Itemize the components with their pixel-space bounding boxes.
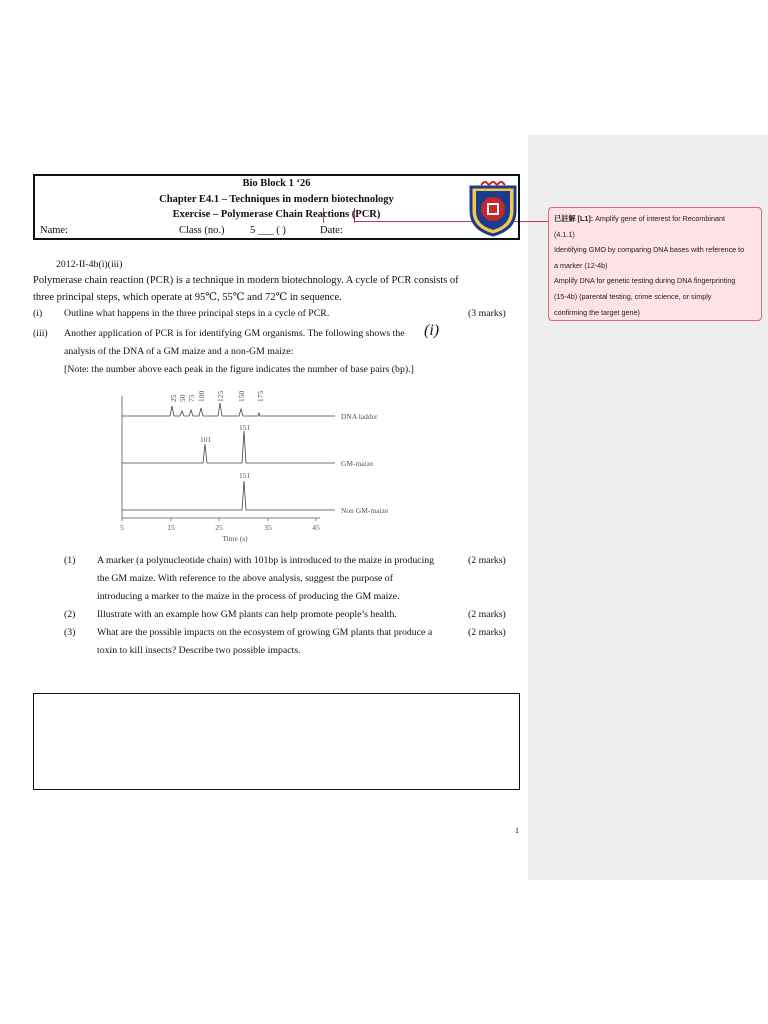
sub1-number: (1) (64, 555, 76, 566)
ladder-label-75: 75 (187, 394, 196, 402)
header-title: Bio Block 1 ‘26 (242, 178, 311, 189)
sub2-number: (2) (64, 609, 76, 620)
page-number: 1 (515, 826, 519, 835)
part-iii-number: (iii) (33, 328, 48, 339)
ladder-label-150: 150 (237, 390, 246, 402)
sub3-marks: (2 marks) (468, 627, 506, 638)
x-tick-label: 25 (215, 523, 223, 532)
comment-balloon[interactable] (548, 207, 762, 321)
x-tick-label: 15 (167, 523, 175, 532)
sub3-number: (3) (64, 627, 76, 638)
non-gm-maize-trace (122, 481, 335, 510)
class-label: Class (no.) (179, 225, 225, 236)
ladder-label-175: 175 (256, 390, 265, 402)
gm-peak-label-101: 101 (200, 435, 212, 444)
part-iii-text-line-1: Another application of PCR is for identifying GM organisms. The following shows the (64, 328, 405, 339)
question-reference: 2012-II-4b(i)(iii) (56, 259, 123, 270)
comment-text-line: (15-4b) (parental testing, crime science, or simply (554, 291, 712, 301)
comment-text-line: Amplify gene of interest for Recombinant (595, 214, 725, 223)
handwritten-annotation: (i) (424, 322, 440, 339)
part-iii-text-line-2: analysis of the DNA of a GM maize and a non-GM maize: (64, 346, 294, 357)
pcr-electropherogram-figure (110, 388, 410, 550)
question-intro-line-1: Polymerase chain reaction (PCR) is a technique in modern biotechnology. A cycle of PCR consists of (33, 275, 459, 286)
sub1-marks: (2 marks) (468, 555, 506, 566)
date-label: Date: (320, 225, 343, 236)
class-value: 5 ___ ( ) (250, 225, 286, 236)
comment-text-line: (4.1.1) (554, 229, 575, 239)
comment-text-line: a marker (12-4b) (554, 260, 608, 270)
nongm-peak-label-151: 151 (239, 471, 251, 480)
sub1-text-line-3: introducing a marker to the maize in the process of producing the GM maize. (97, 591, 400, 602)
comment-text-line: Identifying GMO by comparing DNA bases with reference to (554, 245, 745, 255)
x-tick-label: 45 (312, 523, 320, 532)
ladder-label-125: 125 (216, 390, 225, 402)
ladder-label-100: 100 (197, 390, 206, 402)
trace-label-gm-maize: GM-maize (341, 459, 374, 468)
dna-ladder-trace (122, 403, 335, 416)
x-axis-label: Time (s) (222, 534, 248, 543)
part-iii-note: [Note: the number above each peak in the figure indicates the number of base pairs (bp).] (64, 364, 414, 375)
comment-text-line: Amplify DNA for genetic testing during DNA fingerprinting (554, 276, 736, 286)
sub1-text-line-1: A marker (a polynucleotide chain) with 101bp is introduced to the maize in producing (97, 555, 435, 566)
answer-box[interactable] (33, 693, 520, 790)
header-exercise-text: Exercise – Polymerase Chain Reactions (172, 209, 352, 220)
comment-text-line: confirming the target gene) (554, 307, 640, 317)
part-i-text: Outline what happens in the three principal steps in a cycle of PCR. (64, 308, 330, 319)
ladder-label-25: 25 (169, 394, 178, 402)
trace-label-non-gm-maize: Non GM-maize (341, 506, 389, 515)
part-i-number: (i) (33, 308, 43, 319)
sub3-text-line-2: toxin to kill insects? Describe two possible impacts. (97, 645, 301, 656)
comment-author: 已註解 [L1]: (554, 214, 594, 223)
school-crest-icon (467, 181, 519, 237)
header-chapter: Chapter E4.1 – Techniques in modern biotechnology (159, 194, 394, 205)
gm-maize-trace (122, 431, 335, 463)
sub2-marks: (2 marks) (468, 609, 506, 620)
x-tick-label: 35 (264, 523, 272, 532)
ladder-label-50: 50 (178, 394, 187, 402)
trace-label-dna-ladder: DNA ladder (341, 412, 378, 421)
part-i-marks: (3 marks) (468, 308, 506, 319)
x-tick-label: 5 (120, 523, 124, 532)
sub1-text-line-2: the GM maize. With reference to the above analysis, suggest the purpose of (97, 573, 393, 584)
sub2-text-line-1: Illustrate with an example how GM plants can help promote people’s health. (97, 609, 397, 620)
name-label: Name: (40, 225, 68, 236)
sub3-text-line-1: What are the possible impacts on the ecosystem of growing GM plants that produce a (97, 627, 433, 638)
header-exercise-highlight: (PCR) (351, 209, 381, 220)
worksheet-header (33, 174, 520, 240)
gm-peak-label-151: 151 (239, 423, 251, 432)
header-exercise (35, 209, 518, 220)
question-intro-line-2: three principal steps, which operate at 95℃, 55℃ and 72℃ in sequence. (33, 292, 342, 303)
